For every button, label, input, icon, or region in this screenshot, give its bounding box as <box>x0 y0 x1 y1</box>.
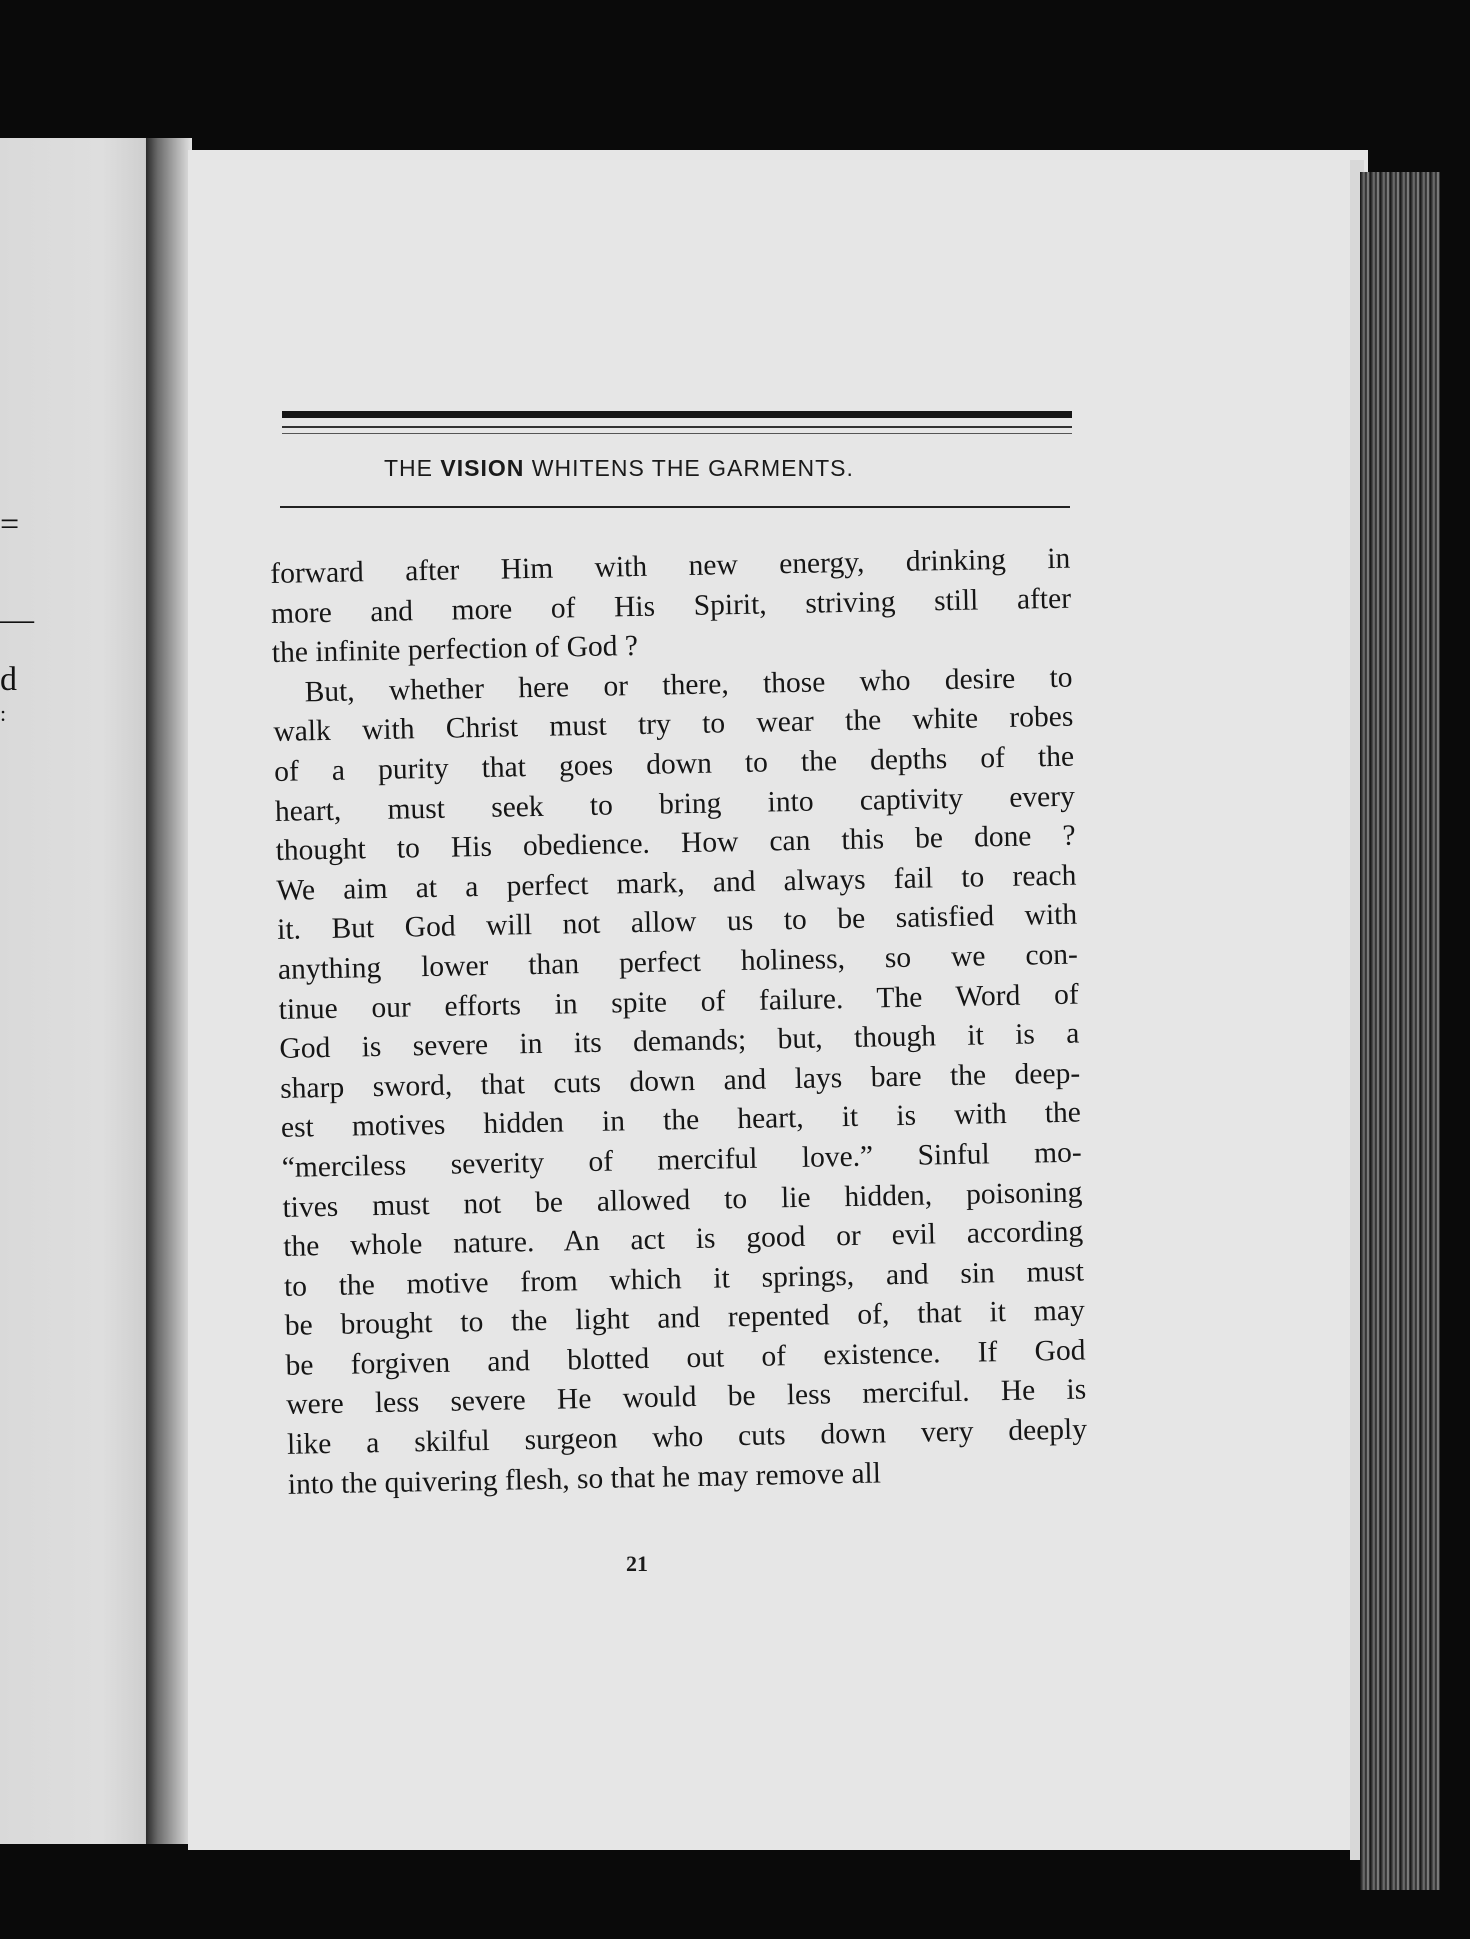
left-fragment: : <box>0 701 7 726</box>
text-line: thought to His obedience. How can this be done ? <box>275 819 1076 868</box>
left-page <box>0 138 170 1844</box>
text-line: were less severe He would be less merciful. He is <box>286 1373 1087 1422</box>
text-line: walk with Christ must try to wear the white robes <box>273 700 1074 749</box>
running-head <box>384 455 1024 495</box>
left-fragment: — <box>0 601 34 638</box>
body-text <box>270 540 1088 1505</box>
text-line: be forgiven and blotted out of existence. If God <box>285 1334 1086 1382</box>
text-line: But, whether here or there, those who desire to <box>304 661 1073 709</box>
left-fragment: = <box>0 506 20 543</box>
text-line: be brought to the light and repented of, that it may <box>284 1294 1085 1343</box>
text-line: “merciless severity of merciful love.” Sinful mo- <box>281 1136 1082 1184</box>
header-rule-bottom <box>280 506 1070 508</box>
running-head-word: WHITENS THE GARMENTS. <box>531 455 854 481</box>
text-line: it. But God will not allow us to be satisfied with <box>276 898 1078 947</box>
text-line: sharp sword, that cuts down and lays bare the deep- <box>279 1057 1081 1105</box>
text-line: est motives hidden in the heart, it is with the <box>280 1096 1082 1145</box>
running-head-bold-word: VISION <box>440 455 525 481</box>
text-line: heart, must seek to bring into captivity every <box>274 780 1076 828</box>
text-line: more and more of His Spirit, striving still after <box>270 582 1072 630</box>
text-line: We aim at a perfect mark, and always fail to reach <box>276 859 1077 907</box>
text-line: into the quivering flesh, so that he may remove all <box>287 1457 882 1501</box>
running-head-word: THE <box>384 455 433 481</box>
text-line: tives must not be allowed to lie hidden, poisoning <box>282 1176 1083 1224</box>
header-rule-hairline <box>282 433 1072 434</box>
paragraph <box>272 658 1088 1505</box>
left-fragment: d <box>0 661 17 698</box>
text-line: God is severe in its demands; but, though it is a <box>279 1017 1080 1066</box>
paragraph <box>270 540 1072 674</box>
header-rule-thick <box>282 411 1072 418</box>
text-line: tinue our efforts in spite of failure. The Word of <box>278 978 1079 1026</box>
book-fore-edge <box>1360 172 1440 1890</box>
text-line: the infinite perfection of God ? <box>271 630 639 670</box>
book-gutter <box>146 138 192 1844</box>
text-line: the whole nature. An act is good or evil according <box>282 1215 1084 1263</box>
text-line: to the motive from which it springs, and sin must <box>283 1255 1085 1303</box>
page-number: 21 <box>626 1551 648 1576</box>
text-line: anything lower than perfect holiness, so we con- <box>277 938 1079 986</box>
text-line: forward after Him with new energy, drinking in <box>270 542 1071 590</box>
header-rule-thin <box>282 426 1072 428</box>
text-line: like a skilful surgeon who cuts down very deeply <box>286 1413 1088 1461</box>
text-line: of a purity that goes down to the depths of the <box>273 740 1075 788</box>
